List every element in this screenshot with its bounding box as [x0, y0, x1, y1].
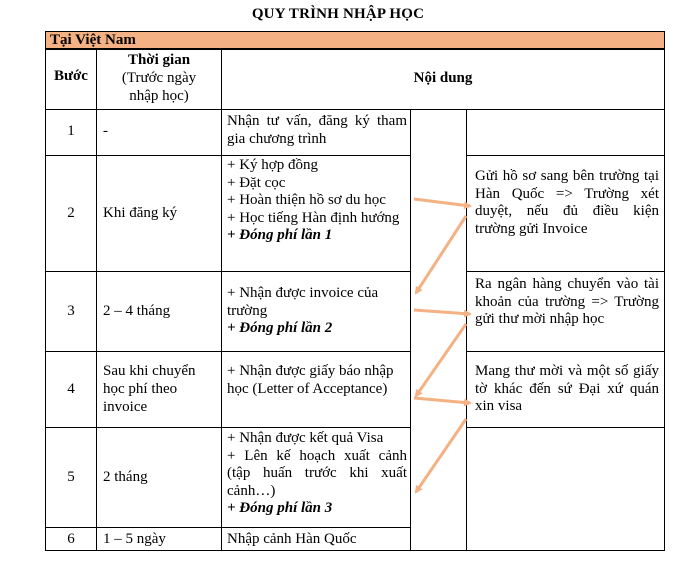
step-time: Khi đăng ký [103, 205, 178, 221]
step-number: 2 [67, 205, 75, 221]
step-content: + Nhận được invoice của trường + Đóng phí lần 2 [227, 285, 409, 338]
step-content: Nhập cảnh Hàn Quốc [227, 531, 357, 547]
page-title: QUY TRÌNH NHẬP HỌC [251, 6, 425, 22]
side-box-bank-transfer: Ra ngân hàng chuyển vào tài khoản của trường => Trường gửi thư mời nhập học [475, 276, 659, 327]
arrow-down-left-1 [416, 216, 466, 293]
step-time: 2 – 4 tháng [103, 303, 171, 319]
arrow-right-3 [414, 398, 470, 403]
step-number: 6 [67, 531, 75, 547]
arrow-down-left-2 [416, 324, 466, 396]
fee-note: + Đóng phí lần 3 [227, 500, 333, 516]
step-time: - [103, 123, 108, 139]
step-content: + Ký hợp đồng + Đặt cọc + Hoàn thiện hồ sơ du học + Học tiếng Hàn định hướng + Đóng phí lần 1 [227, 157, 407, 245]
arrow-down-left-3 [416, 419, 466, 492]
header-noidung: Nội dung [413, 70, 473, 86]
arrow-right-2 [414, 310, 470, 314]
fee-note: + Đóng phí lần 1 [227, 227, 333, 243]
step-number: 5 [67, 469, 75, 485]
step-number: 4 [67, 381, 75, 397]
step-time: Sau khi chuyển học phí theo invoice [103, 363, 196, 415]
arrow-right-1 [414, 199, 470, 206]
step-number: 1 [67, 123, 75, 139]
fee-note: + Đóng phí lần 2 [227, 320, 333, 336]
step-time: 2 tháng [103, 469, 148, 485]
step-content: + Nhận được giấy báo nhập học (Letter of Acceptance) [227, 363, 394, 397]
step-number: 3 [67, 303, 75, 319]
header-buoc: Bước [54, 68, 88, 84]
step-content: + Nhận được kết quả Visa + Lên kế hoạch xuất cảnh (tập huấn trước khi xuất cảnh…) + Đóng phí lần 3 [227, 430, 407, 516]
step-content: Nhận tư vấn, đăng ký tham gia chương trình [227, 113, 407, 147]
section-header: Tại Việt Nam [45, 31, 665, 49]
header-thoigian: Thời gian (Trước ngày nhập học) [121, 52, 197, 104]
side-box-school-review: Gửi hồ sơ sang bên trường tại Hàn Quốc => Trường xét duyệt, nếu đủ điều kiện trường gửi Invoice [475, 168, 659, 237]
side-box-visa: Mang thư mời và một số giấy tờ khác đến sứ Đại xứ quán xin visa [475, 363, 659, 414]
step-time: 1 – 5 ngày [103, 531, 166, 547]
